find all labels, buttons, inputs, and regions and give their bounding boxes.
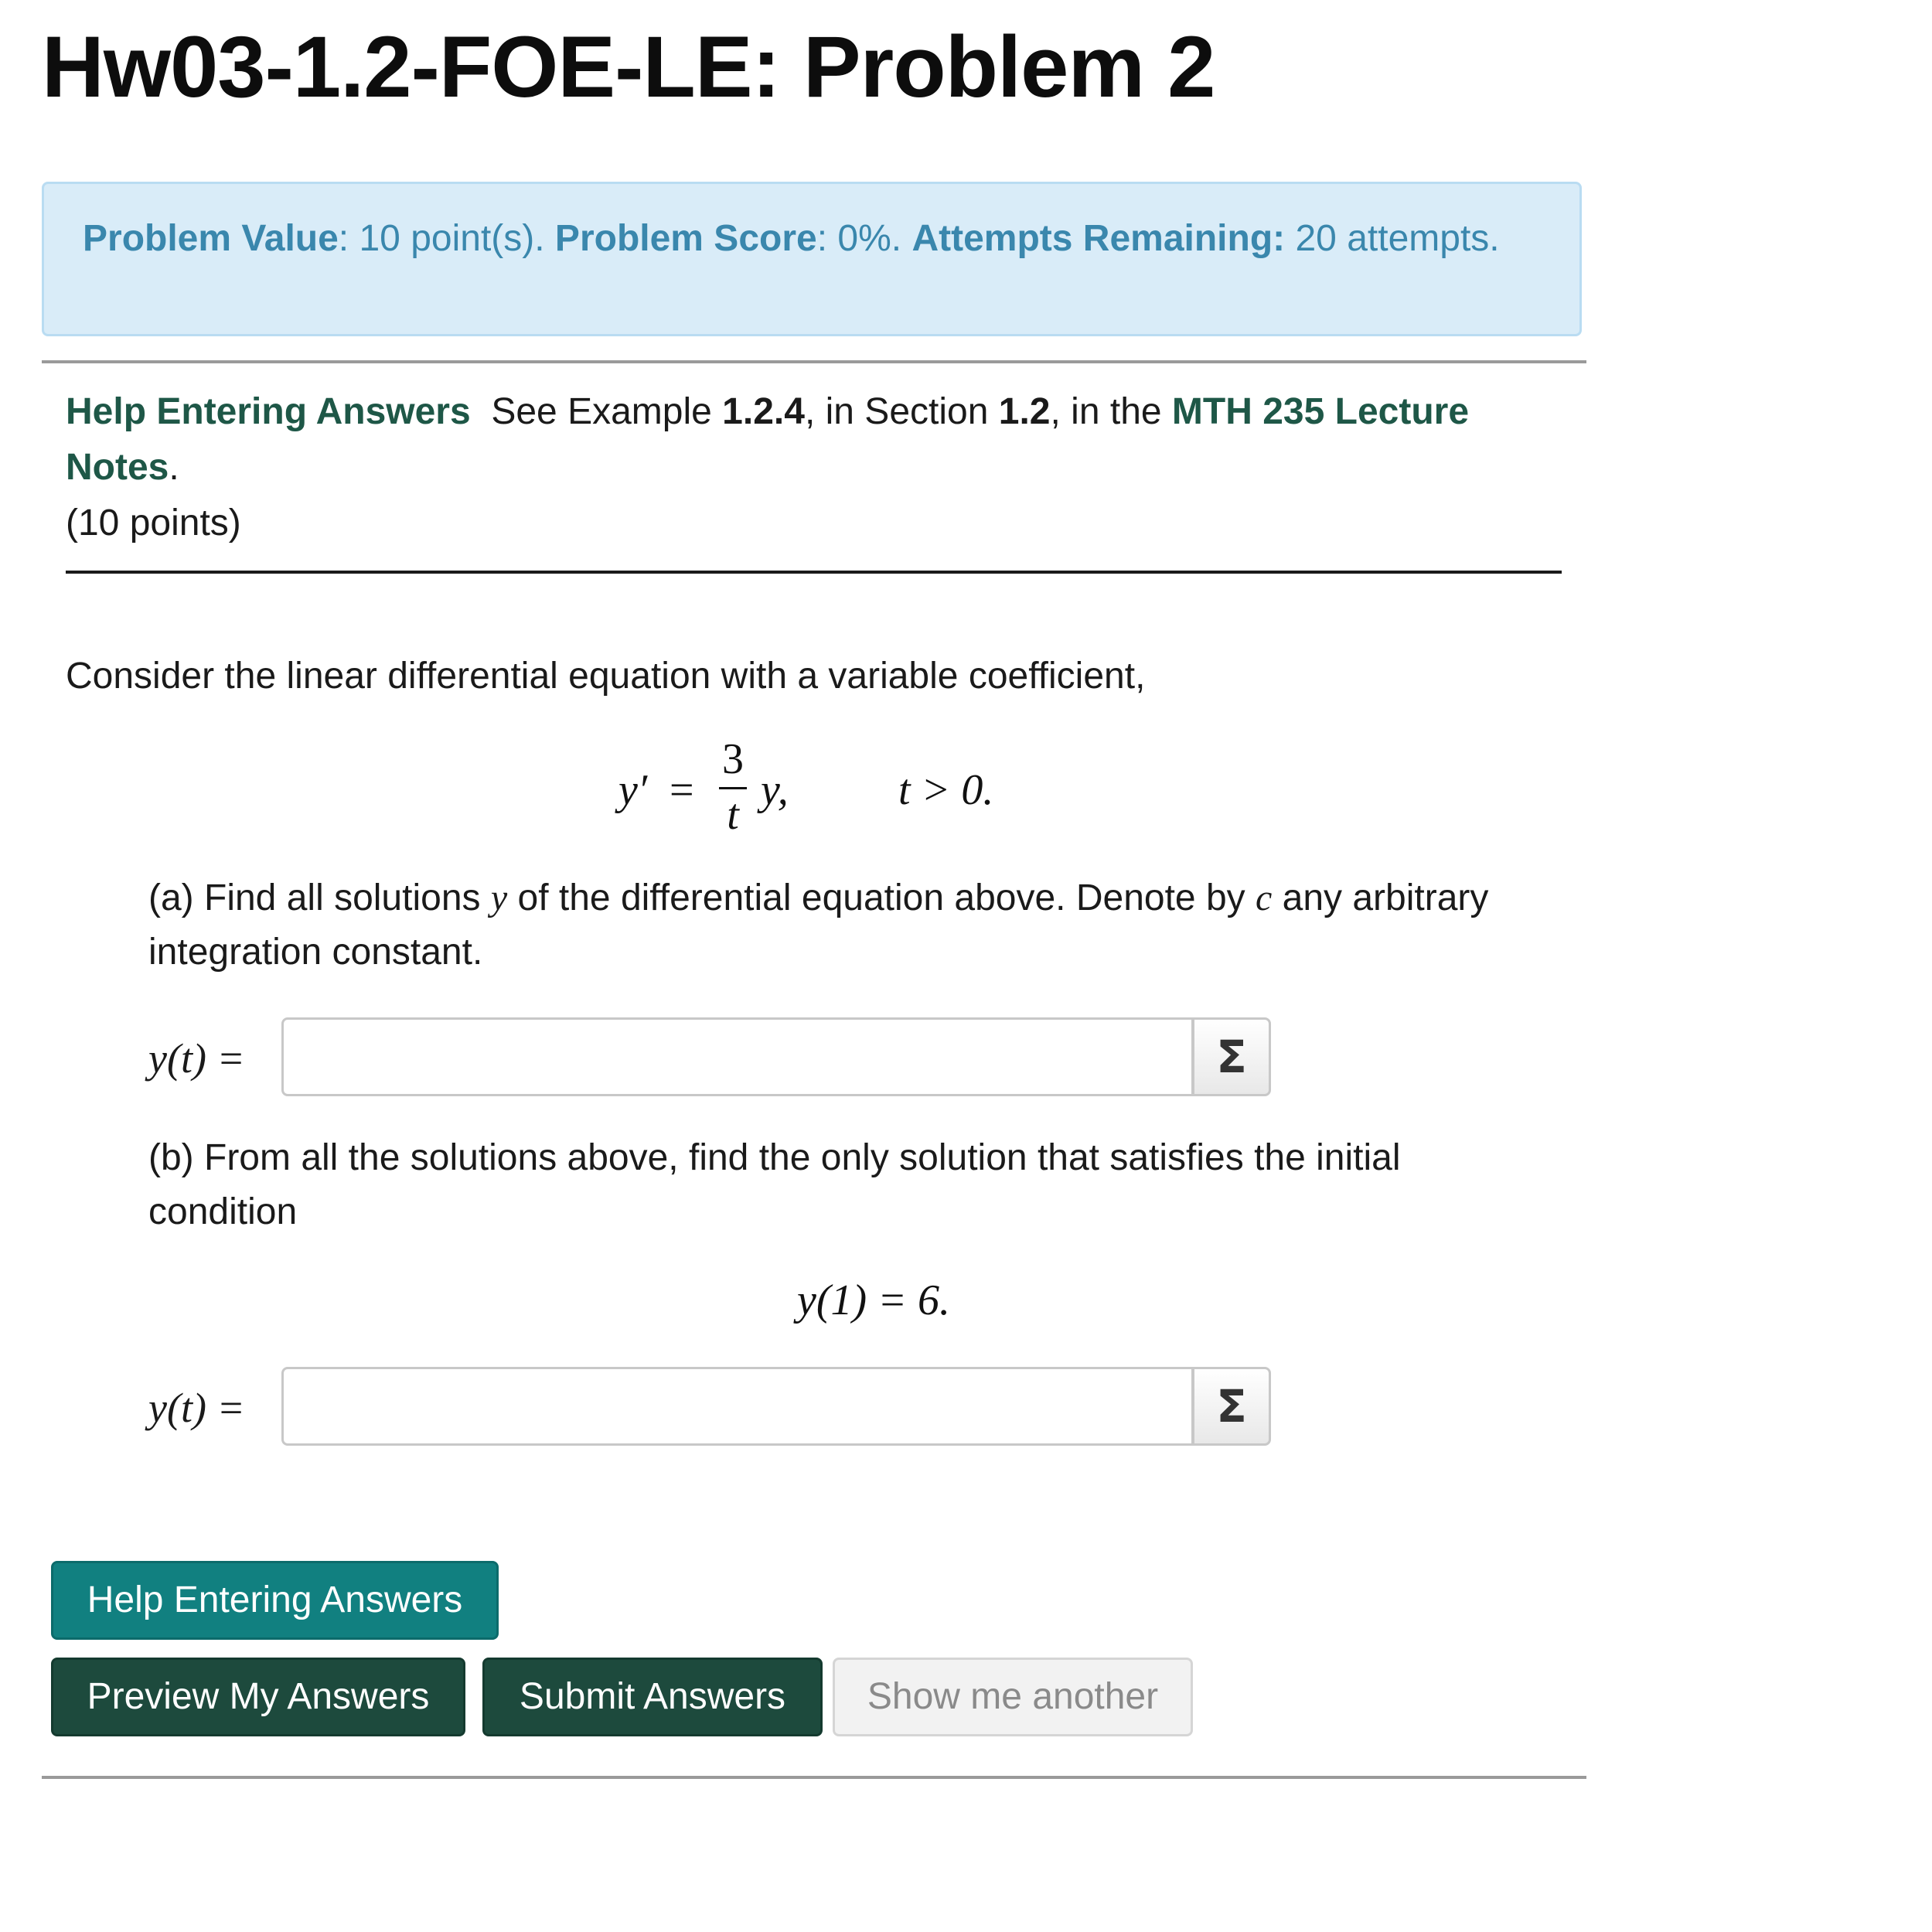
part-a-text-2: of the differential equation above. Denote by [507,877,1256,918]
part-b-answer-label: y(t) = [148,1385,245,1431]
part-a-answer-label: y(t) = [148,1035,245,1082]
problem-intro: Consider the linear differential equation with a variable coefficient, [66,656,1146,697]
help-entering-answers-button[interactable]: Help Entering Answers [51,1561,499,1640]
eq-denominator: t [727,791,739,839]
page-title: Hw03-1.2-FOE-LE: Problem 2 [42,19,1215,115]
eq-lhs: y′ [618,766,648,814]
part-a-var-c: c [1255,877,1273,918]
fraction-bar [719,787,747,789]
points-text: (10 points) [66,503,241,543]
divider-middle [66,571,1562,574]
help-entering-answers-link[interactable]: Help Entering Answers [66,391,471,432]
problem-value-label: Problem Value [83,218,339,259]
lecture-notes-link[interactable]: MTH 235 Lecture Notes [66,391,1470,488]
eq-numerator: 3 [722,735,744,783]
notes-period: . [169,447,179,488]
eq-condition: t > 0. [898,766,994,814]
in-the-text: , in the [1050,391,1172,432]
problem-score-label: Problem Score [554,218,817,259]
problem-value-text: : 10 point(s). [338,218,555,259]
problem-header [66,384,1566,551]
part-b-prompt: (b) From all the solutions above, find the only solution that satisfies the initial condition [148,1137,1401,1232]
attempts-remaining-text: 20 attempts. [1285,218,1500,259]
part-b-answer-row [148,1367,1269,1446]
part-b-equation-editor-button[interactable]: Σ [1192,1367,1271,1446]
divider-top [42,360,1586,363]
problem-status-box [42,182,1582,336]
part-a-prompt [148,871,1540,980]
part-a-equation-editor-button[interactable]: Σ [1192,1017,1271,1096]
part-b-answer-input[interactable] [281,1367,1194,1446]
eq-equals: = [670,766,694,814]
example-number: 1.2.4 [722,391,805,432]
divider-bottom [42,1776,1586,1779]
part-a-text-3: any arbitrary integration constant. [148,877,1489,973]
part-a-var-y: y [490,877,508,918]
section-number: 1.2 [998,391,1051,432]
part-a-text-1: (a) Find all solutions [148,877,491,918]
submit-answers-button[interactable]: Submit Answers [482,1658,823,1736]
attempts-remaining-label: Attempts Remaining: [911,218,1286,259]
show-another-button[interactable]: Show me another [833,1658,1193,1736]
part-a-answer-row [148,1017,1269,1096]
in-section-text: , in Section [804,391,999,432]
eq-rhs-var: y, [761,766,789,814]
part-a-answer-input[interactable] [281,1017,1194,1096]
see-example-text: See Example [491,391,723,432]
problem-score-text: : 0%. [816,218,912,259]
initial-condition: y(1) = 6. [797,1276,950,1324]
preview-answers-button[interactable]: Preview My Answers [51,1658,465,1736]
